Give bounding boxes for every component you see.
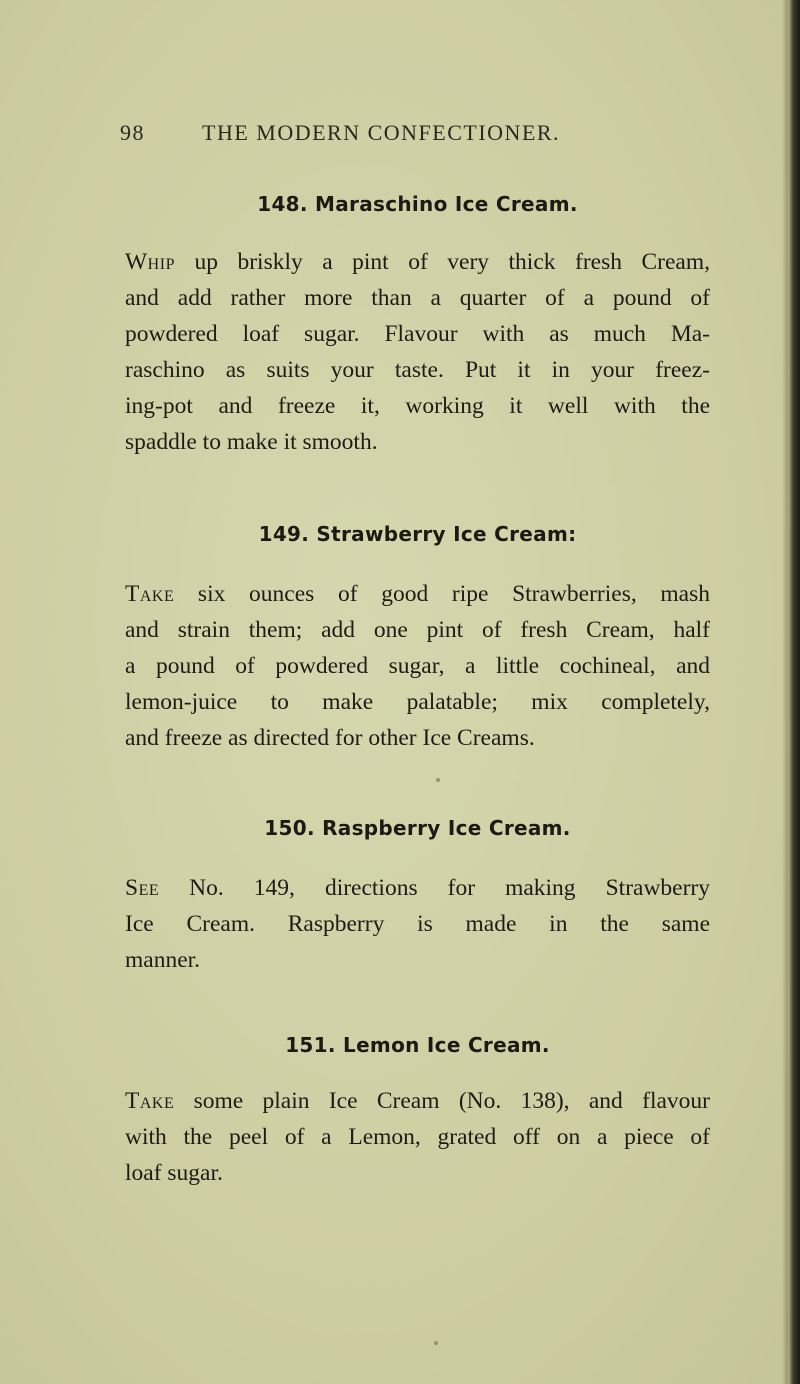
recipe-text (125, 244, 710, 460)
text-line: raschino as suits your taste. Put it in your freez- (125, 357, 710, 383)
recipe-text (125, 1083, 710, 1191)
text-line: and strain them; add one pint of fresh Cream, half (125, 617, 710, 643)
page-edge (788, 0, 800, 1384)
text-line-content: No. 149, directions for making Strawberry (189, 875, 710, 901)
recipe-151 (125, 1033, 710, 1191)
recipe-text (125, 576, 710, 756)
recipe-149 (125, 522, 710, 756)
text-line: ing-pot and freeze it, working it well with the (125, 393, 710, 419)
recipe-heading: 148. Maraschino Ice Cream. (257, 192, 578, 216)
text-line: a pound of powdered sugar, a little cochineal, and (125, 653, 710, 679)
text-line: with the peel of a Lemon, grated off on a piece of (125, 1124, 710, 1150)
text-line (125, 1083, 710, 1119)
text-line: loaf sugar. (125, 1160, 223, 1186)
text-line (125, 576, 710, 612)
recipe-heading: 149. Strawberry Ice Cream: (258, 522, 577, 546)
lead-word: See (125, 875, 160, 901)
text-line (125, 870, 710, 906)
text-line-content: some plain Ice Cream (No. 138), and flavour (193, 1088, 711, 1114)
text-line-content: six ounces of good ripe Strawberries, mash (197, 581, 710, 607)
lead-word: Whip (125, 249, 175, 275)
text-line: and add rather more than a quarter of a pound of (125, 285, 710, 311)
text-line: powdered loaf sugar. Flavour with as much Ma- (125, 321, 710, 347)
lead-word: Take (125, 1088, 175, 1114)
paper-speck (436, 778, 440, 782)
paper-speck (434, 1341, 438, 1345)
text-line: lemon-juice to make palatable; mix completely, (125, 689, 710, 715)
text-line: spaddle to make it smooth. (125, 429, 378, 455)
text-line: manner. (125, 947, 201, 973)
recipe-heading: 151. Lemon Ice Cream. (285, 1033, 550, 1057)
text-line: Ice Cream. Raspberry is made in the same (125, 911, 710, 937)
recipe-heading: 150. Raspberry Ice Cream. (264, 816, 571, 840)
lead-word: Take (125, 581, 175, 607)
recipe-148 (125, 192, 710, 460)
text-line: and freeze as directed for other Ice Creams. (125, 725, 535, 751)
page-number: 98 (120, 120, 145, 145)
text-line (125, 244, 710, 280)
recipe-150 (125, 816, 710, 978)
text-line-content: up briskly a pint of very thick fresh Cream, (194, 249, 710, 275)
recipe-text (125, 870, 710, 978)
running-title: THE MODERN CONFECTIONER. (202, 120, 561, 145)
